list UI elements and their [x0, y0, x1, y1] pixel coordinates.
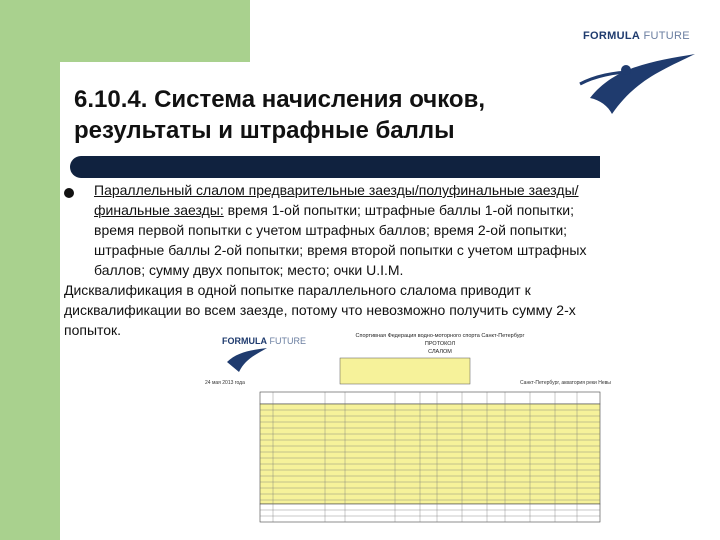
slide-title-line-1: 6.10.4. Система начисления очков,: [74, 86, 485, 113]
protocol-logo: [222, 336, 306, 346]
protocol-header-line-2: ПРОТОКОЛ: [424, 341, 456, 347]
slide-title: [74, 84, 485, 146]
bullet-underlined-text: Параллельный слалом предварительные заезды/полуфинальные заезды/финальные заезды:: [94, 182, 579, 218]
protocol-header: [340, 332, 540, 356]
protocol-header-line-3: СЛАЛОМ: [428, 349, 452, 355]
protocol-logo-light: FUTURE: [267, 336, 306, 346]
top-accent-band: [0, 0, 250, 62]
left-accent-bar: [0, 0, 60, 540]
disqualification-paragraph: Дисквалификация в одной попытке параллельного слалома приводит к дисквалификации во всем заезде, потому что невозможно получить сумму 2-х попыток.: [64, 282, 576, 338]
logo-word-bold: FORMULA: [583, 30, 641, 42]
results-protocol-image: [205, 330, 635, 530]
protocol-header-line-1: Спортивная Федерация водно-моторного спорта Санкт-Петербург: [355, 333, 525, 339]
slide-title-line-2: результаты и штрафные баллы: [74, 117, 455, 144]
logo-wordmark: [583, 30, 690, 42]
slide-body: [64, 180, 609, 340]
protocol-date: 24 мая 2013 года: [205, 380, 245, 386]
protocol-place: Санкт-Петербург, акватория реки Невы: [520, 380, 611, 386]
protocol-logo-bold: FORMULA: [222, 336, 267, 346]
logo-word-light: FUTURE: [640, 30, 690, 42]
logo-swoosh-icon: [590, 54, 695, 114]
title-divider-bar: [70, 156, 600, 178]
bullet-rest-text: время 1-ой попытки; штрафные баллы 1-ой попытки; время первой попытки с учетом штрафных баллов; время 2-ой попытки; штрафные баллы 2-ой попытки; время второй попытки с учетом штрафных баллов; сумму двух попыток; место; очки U.I.M.: [94, 202, 587, 278]
bullet-item: [64, 180, 609, 280]
